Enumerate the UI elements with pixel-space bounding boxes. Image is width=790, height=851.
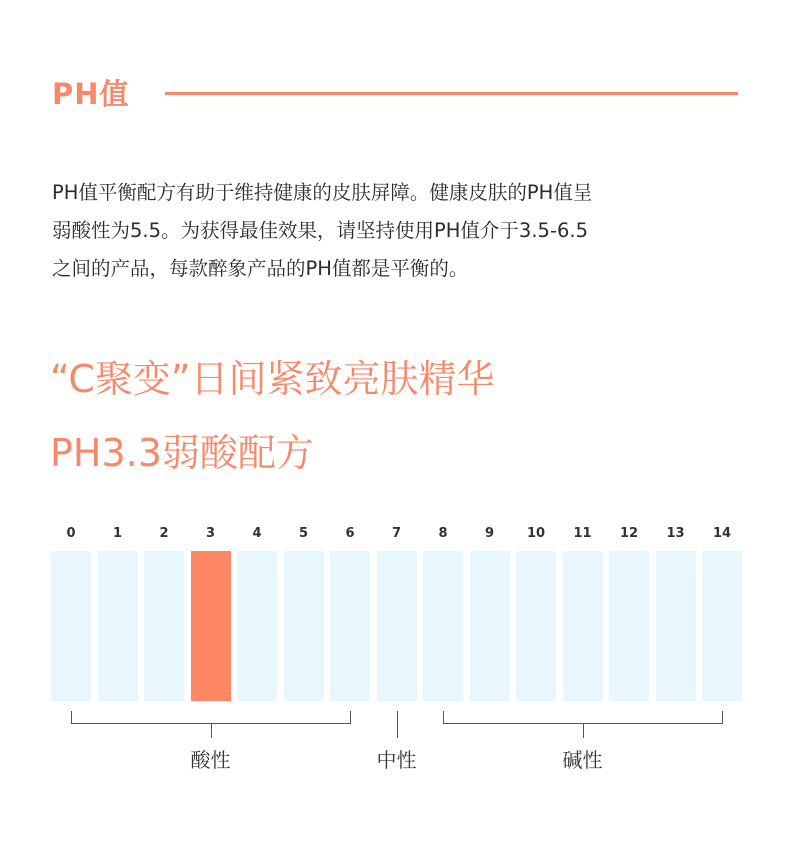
range-label: 酸性 — [190, 748, 231, 772]
range-bracket-end — [350, 711, 351, 724]
description-line: 弱酸性为5.5。为获得最佳效果，请坚持使用PH值介于3.5-6.5 — [52, 219, 588, 242]
ph-tick-label: 1 — [112, 526, 123, 541]
range-bracket-end — [722, 711, 723, 724]
ph-tick-label: 11 — [573, 526, 592, 541]
ph-cell — [470, 551, 510, 701]
ph-cell — [423, 551, 463, 701]
description-line: 之间的产品，每款醉象产品的PH值都是平衡的。 — [52, 257, 469, 280]
ph-cell-highlighted — [191, 551, 231, 701]
ph-tick-label: 9 — [484, 526, 495, 541]
ph-cell — [98, 551, 138, 701]
range-stem — [211, 723, 212, 738]
description-line: PH值平衡配方有助于维持健康的皮肤屏障。健康皮肤的PH值呈 — [52, 181, 593, 204]
ph-tick-label: 7 — [391, 526, 402, 541]
ph-cell — [144, 551, 184, 701]
ph-tick-label: 10 — [526, 526, 546, 541]
ph-cell — [563, 551, 603, 701]
ph-cell — [237, 551, 277, 701]
product-name: “C聚变”日间紧致亮肤精华 — [50, 357, 495, 401]
ph-cell — [284, 551, 324, 701]
ph-tick-label: 6 — [345, 526, 355, 541]
ph-tick-label: 0 — [66, 526, 76, 541]
ph-tick-label: 8 — [438, 526, 448, 541]
ph-tick-label: 13 — [666, 526, 685, 541]
section-title: PH值 — [52, 77, 130, 111]
ph-tick-label: 14 — [712, 526, 732, 541]
ph-cell — [377, 551, 417, 701]
ph-cell — [702, 551, 742, 701]
ph-cell — [330, 551, 370, 701]
range-bracket-end — [443, 711, 444, 724]
range-bracket-end — [71, 711, 72, 724]
range-stem — [583, 723, 584, 738]
ph-tick-label: 2 — [159, 526, 169, 541]
range-label: 碱性 — [562, 748, 603, 772]
ph-cell — [51, 551, 91, 701]
range-label: 中性 — [376, 748, 417, 772]
ph-tick-label: 3 — [205, 526, 216, 541]
ph-cell — [516, 551, 556, 701]
ph-tick-label: 4 — [252, 526, 262, 541]
range-stem — [397, 711, 398, 738]
product-formula: PH3.3弱酸配方 — [50, 431, 314, 475]
ph-cell — [609, 551, 649, 701]
ph-tick-label: 5 — [298, 526, 309, 541]
ph-cell — [656, 551, 696, 701]
ph-tick-label: 12 — [619, 526, 639, 541]
